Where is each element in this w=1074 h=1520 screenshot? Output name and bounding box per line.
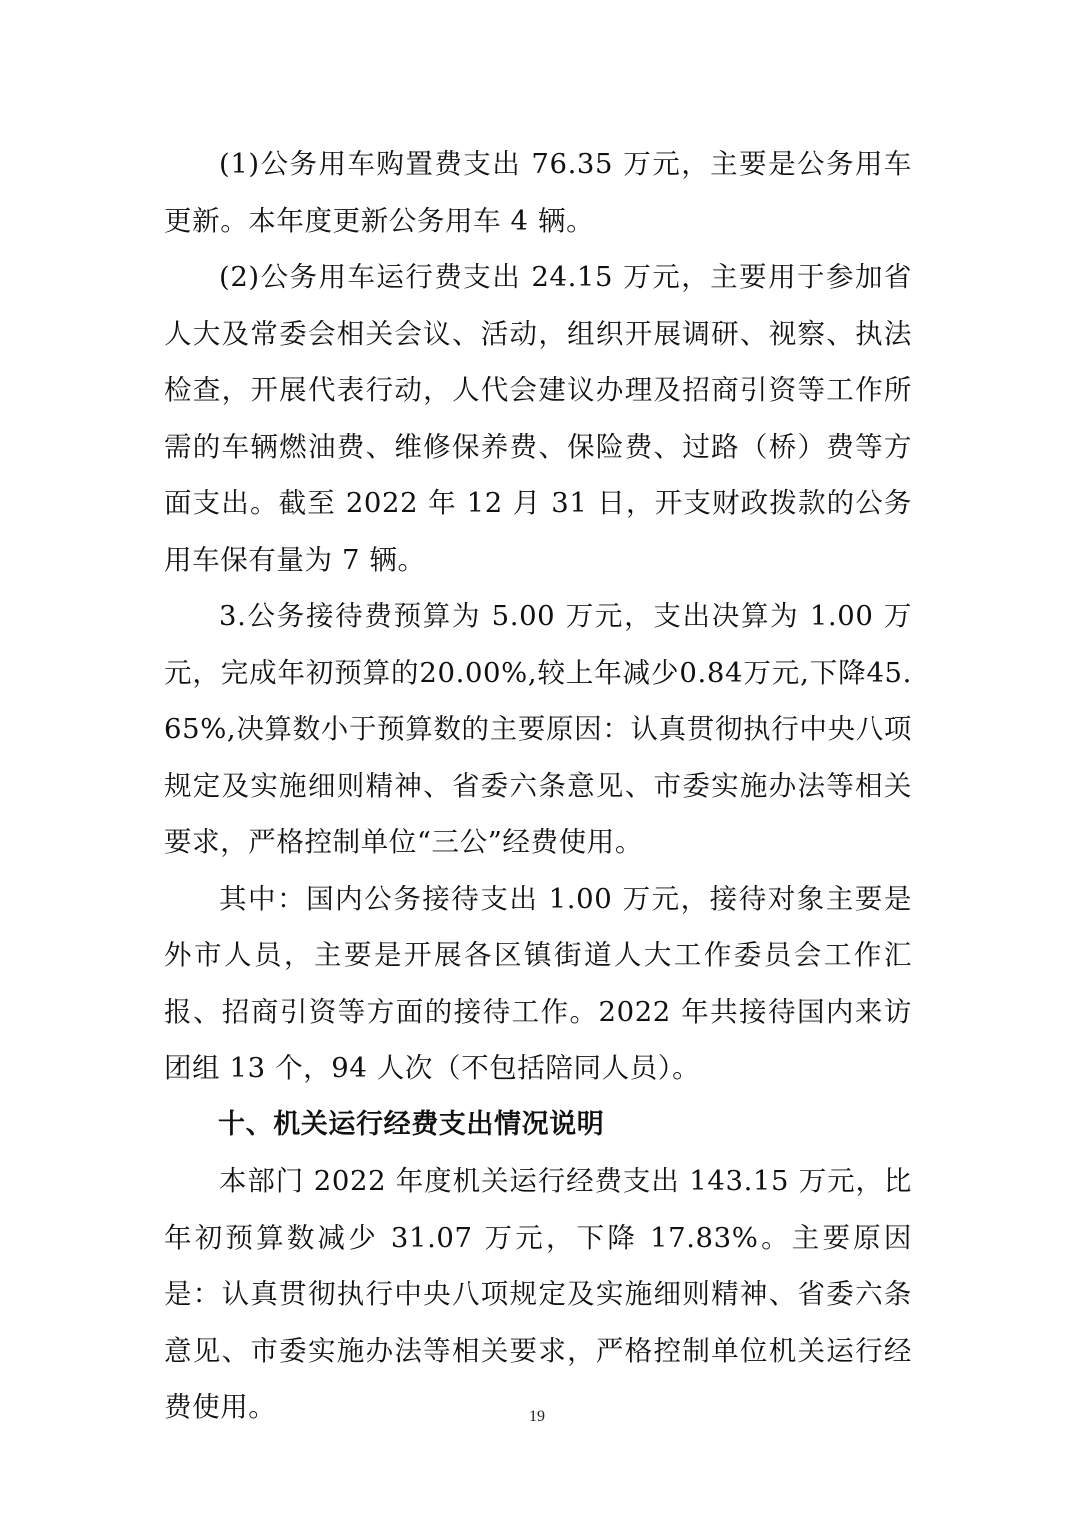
paragraph-reception-budget: 3.公务接待费预算为 5.00 万元，支出决算为 1.00 万元，完成年初预算的20.00%,较上年减少0.84万元,下降45.65%,决算数小于预算数的主要原因：认真贯彻执行中央八项规定及实施细则精神、省委六条意见、市委实施办法等相关要求，严格控制单位“三公”经费使用。 (164, 600, 912, 858)
paragraph-operating-expenses: 本部门 2022 年度机关运行经费支出 143.15 万元，比年初预算数减少 31.07 万元，下降 17.83%。主要原因是：认真贯彻执行中央八项规定及实施细则精神、省委六条意见、市委实施办法等相关要求，严格控制单位机关运行经费使用。 (164, 1165, 912, 1423)
page-body (164, 136, 912, 1436)
paragraph-domestic-reception: 其中：国内公务接待支出 1.00 万元，接待对象主要是外市人员，主要是开展各区镇街道人大工作委员会工作汇报、招商引资等方面的接待工作。2022 年共接待国内来访团组 13 个，94 人次（不包括陪同人员）。 (164, 882, 912, 1084)
page-number: 19 (529, 1408, 545, 1425)
section-heading: 十、机关运行经费支出情况说明 (218, 1108, 605, 1140)
paragraph-vehicle-purchase: (1)公务用车购置费支出 76.35 万元，主要是公务用车更新。本年度更新公务用车 4 辆。 (164, 148, 912, 237)
paragraph-vehicle-operation: (2)公务用车运行费支出 24.15 万元，主要用于参加省人大及常委会相关会议、活动，组织开展调研、视察、执法检查，开展代表行动，人代会建议办理及招商引资等工作所需的车辆燃油费、维修保养费、保险费、过路（桥）费等方面支出。截至 2022 年 12 月 31 日，开支财政拨款的公务用车保有量为 7 辆。 (164, 261, 912, 576)
